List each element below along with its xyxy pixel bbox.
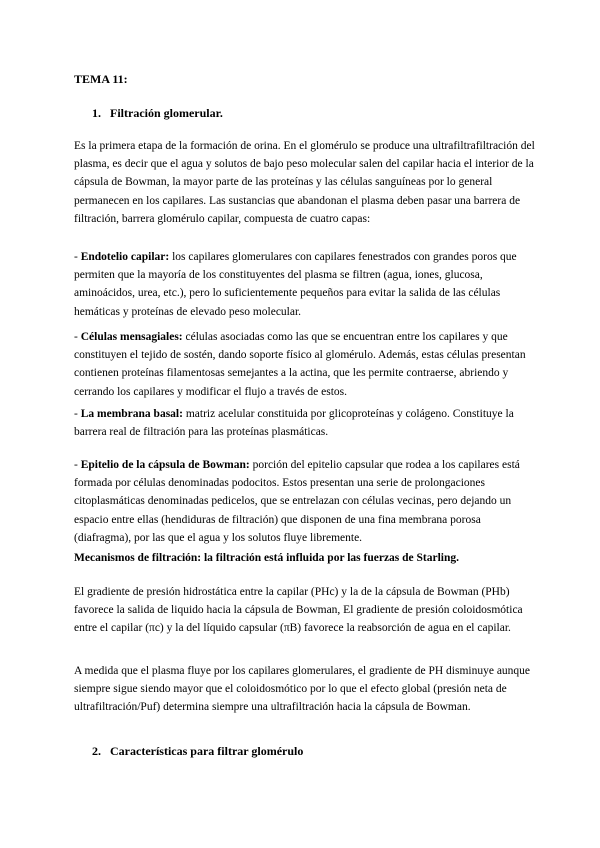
- section-number: 2.: [92, 744, 101, 758]
- list-dash: -: [74, 459, 81, 471]
- gradiente-paragraph: El gradiente de presión hidrostática entre la capilar (PHc) y la de la cápsula de Bowman (PHb) favorece la salida de liquido hacia la cápsula de Bowman, El gradiente de presión coloidosmótica entre el capilar (πc) y la del líquido capsular (πB) favorece la reabsorción de agua en el capilar.: [74, 586, 523, 635]
- membrana-text: matriz acelular constituida por glicoproteínas y colágeno. Constituye la barrera real de filtración para las proteínas plasmáticas.: [74, 408, 514, 439]
- list-dash: -: [74, 331, 81, 343]
- page-title: TEMA 11:: [74, 72, 128, 86]
- list-dash: -: [74, 408, 81, 420]
- term-celulas: Células mensagiales:: [80, 331, 183, 343]
- endotelio-text: los capilares glomerulares con capilares fenestrados con grandes poros que permiten que la mayoría de los constituyentes del plasma se filtren (agua, iones, glucosa, aminoácidos, urea, etc.), pero lo suficientemente pequeños para evitar la salida de las células hemáticas y proteínas de elevado peso molecular.: [74, 251, 517, 318]
- section-title: Filtración glomerular.: [110, 106, 223, 120]
- term-epitelio: Epitelio de la cápsula de Bowman:: [80, 459, 250, 471]
- section-heading-2: [92, 742, 554, 760]
- celulas-paragraph: [74, 328, 536, 401]
- membrana-paragraph: [74, 405, 536, 441]
- endotelio-paragraph: [74, 248, 536, 321]
- section-title: Características para filtrar glomérulo: [110, 744, 304, 758]
- list-dash: -: [74, 251, 81, 263]
- medida-paragraph: A medida que el plasma fluye por los capilares glomerulares, el gradiente de PH disminuye aunque siempre sigue siendo mayor que el coloidosmótico por lo que el efecto global (presión neta de ultrafiltración/Puf) determina siempre una ultrafiltración hacia la cápsula de Bowman.: [74, 665, 531, 714]
- epitelio-text: porción del epitelio capsular que rodea a los capilares está formada por células denominadas podocitos. Estos presentan una serie de prolongaciones citoplasmáticas denominadas pedicelos, que se entrelazan con células vecinas, pero dejando un espacio entre ellas (hendiduras de filtración) que disponen de una fina membrana porosa (diafragma), por las que el agua y los solutos fluye libremente.: [74, 459, 520, 544]
- celulas-text: células asociadas como las que se encuentran entre los capilares y que constituyen el tejido de sostén, dando soporte físico al glomérulo. Además, estas células presentan contienen proteínas filamentosas semejantes a la actina, que les permite contraerse, abriendo y cerrando los capilares y modificar el flujo a través de estos.: [74, 331, 526, 398]
- section-number: 1.: [92, 106, 101, 120]
- term-membrana: La membrana basal:: [80, 408, 183, 420]
- epitelio-paragraph: [74, 456, 536, 547]
- section-heading-1: [92, 104, 554, 122]
- intro-paragraph: Es la primera etapa de la formación de orina. En el glomérulo se produce una ultrafiltrafiltración del plasma, es decir que el agua y solutos de bajo peso molecular salen del capilar hacia el interior de la cápsula de Bowman, la mayor parte de las proteínas y las células sanguíneas por lo general permanecen en los capilares. Las sustancias que abandonan el plasma deben pasar una barrera de filtración, barrera glomérulo capilar, compuesta de cuatro capas:: [74, 140, 535, 225]
- mecanismos-heading: Mecanismos de filtración: la filtración está influida por las fuerzas de Starling.: [74, 552, 460, 564]
- term-endotelio: Endotelio capilar:: [80, 251, 170, 263]
